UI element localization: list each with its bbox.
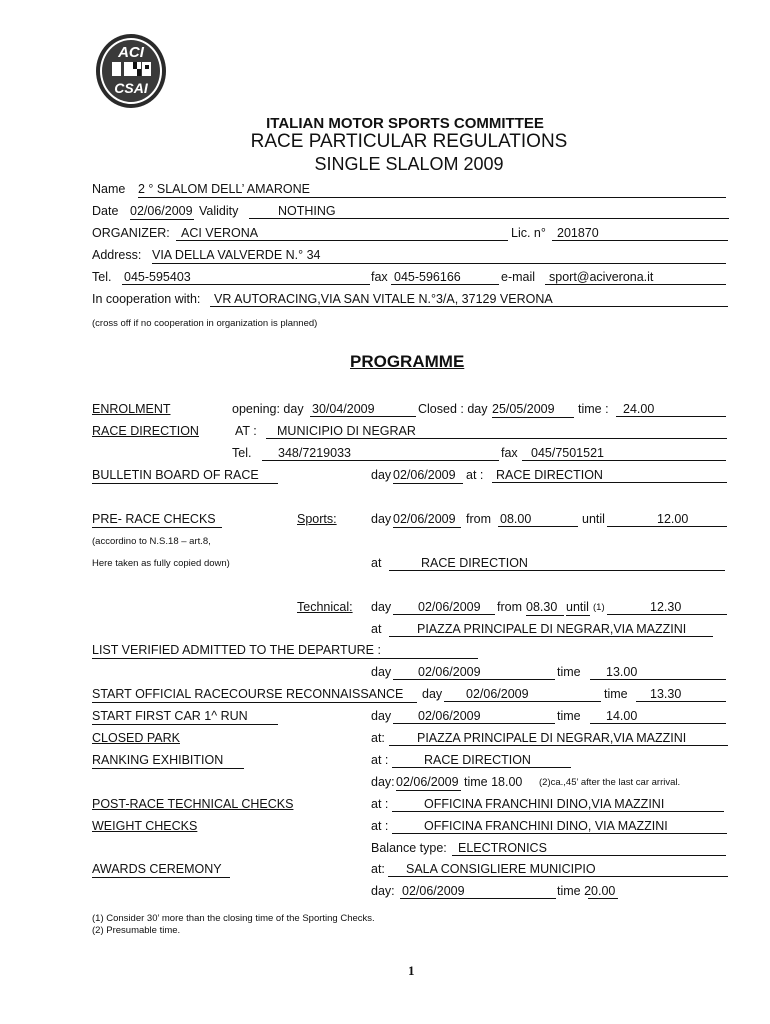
enrolment-closed-date: 25/05/2009: [492, 402, 574, 418]
copied-note: Here taken as fully copied down): [92, 558, 230, 569]
cooperation-value: VR AUTORACING,VIA SAN VITALE N.°3/A, 37129 VERONA: [210, 292, 728, 307]
tech-until-time: 12.30: [607, 600, 727, 615]
rd-tel-label: Tel.: [232, 446, 252, 460]
cooperation-note: (cross off if no cooperation in organization is planned): [92, 318, 318, 329]
recon-day: day: [422, 687, 443, 701]
according-note: (accordino to N.S.18 – art.8,: [92, 536, 211, 547]
email-value[interactable]: sport@aciverona.it: [545, 270, 726, 285]
address-label: Address:: [92, 248, 142, 262]
enrolment-closed-label: Closed : day: [418, 402, 488, 416]
list-day: day: [371, 665, 392, 679]
closed-park-at: at:: [371, 731, 385, 745]
race-direction-at: AT :: [235, 424, 257, 438]
tech-place: PIAZZA PRINCIPALE DI NEGRAR,VIA MAZZINI: [389, 622, 713, 637]
enrolment-opening-label: opening: day: [232, 402, 304, 416]
bulletin-at: at :: [466, 468, 484, 482]
tech-from-time: 08.30: [526, 600, 564, 616]
list-verified-label: LIST VERIFIED ADMITTED TO THE DEPARTURE :: [92, 643, 478, 659]
rd-fax-value: 045/7501521: [522, 446, 726, 461]
date-label: Date: [92, 204, 119, 218]
enrolment-time: 24.00: [616, 402, 726, 417]
cooperation-label: In cooperation with:: [92, 292, 201, 306]
validity-value: NOTHING: [249, 204, 729, 219]
awards-at: at:: [371, 862, 385, 876]
ranking-time: time 18.00: [464, 775, 523, 789]
ranking-note: (2)ca.,45’ after the last car arrival.: [539, 777, 681, 788]
postrace-place: OFFICINA FRANCHINI DINO,VIA MAZZINI: [392, 797, 724, 812]
closed-park-place: PIAZZA PRINCIPALE DI NEGRAR,VIA MAZZINI: [389, 731, 728, 746]
name-label: Name: [92, 182, 126, 196]
awards-time-underline: [588, 898, 618, 899]
race-direction-place: MUNICIPIO DI NEGRAR: [266, 424, 727, 439]
lic-label: Lic. n°: [511, 226, 546, 240]
bulletin-day: day: [371, 468, 392, 482]
footnote-2: (2) Presumable time.: [92, 925, 181, 936]
name-value: 2 ° SLALOM DELL’ AMARONE: [138, 182, 726, 198]
committee-heading: ITALIAN MOTOR SPORTS COMMITTEE: [266, 115, 544, 132]
awards-date: 02/06/2009: [400, 884, 556, 899]
weight-at: at :: [371, 819, 389, 833]
closed-park-label: CLOSED PARK: [92, 731, 180, 745]
sports-at: at: [371, 556, 382, 570]
rd-fax-label: fax: [501, 446, 518, 460]
tech-from: from: [497, 600, 522, 614]
recon-label: START OFFICIAL RACECOURSE RECONNAISSANCE: [92, 687, 417, 703]
weight-label: WEIGHT CHECKS: [92, 819, 198, 833]
sports-place: RACE DIRECTION: [389, 556, 725, 571]
sports-day: day: [371, 512, 392, 526]
enrolment-time-label: time :: [578, 402, 609, 416]
bulletin-label: BULLETIN BOARD OF RACE: [92, 468, 278, 484]
race-direction-label: RACE DIRECTION: [92, 424, 199, 438]
recon-date: 02/06/2009: [444, 687, 601, 702]
logo-top-text: ACI: [118, 44, 144, 61]
ranking-date: 02/06/2009: [396, 775, 461, 791]
document-subtitle: SINGLE SLALOM 2009: [314, 154, 504, 174]
sports-date: 02/06/2009: [393, 512, 461, 528]
postrace-label: POST-RACE TECHNICAL CHECKS: [92, 797, 294, 811]
sports-label: Sports:: [297, 512, 337, 526]
lic-value: 201870: [552, 226, 728, 241]
rd-tel-value: 348/7219033: [262, 446, 499, 461]
document-title: RACE PARTICULAR REGULATIONS: [250, 131, 568, 152]
tech-until: until: [566, 600, 589, 614]
ranking-at: at :: [371, 753, 389, 767]
organizer-value: ACI VERONA: [176, 226, 508, 241]
tech-at: at: [371, 622, 382, 636]
recon-time: 13.30: [636, 687, 726, 702]
validity-label: Validity: [199, 204, 239, 218]
balance-label: Balance type:: [371, 841, 447, 855]
ranking-day: day:: [371, 775, 395, 789]
ranking-place: RACE DIRECTION: [392, 753, 571, 768]
weight-place: OFFICINA FRANCHINI DINO, VIA MAZZINI: [392, 819, 727, 834]
aci-csai-logo: [95, 33, 167, 109]
fax-label: fax: [371, 270, 388, 284]
tel-value: 045-595403: [122, 270, 370, 285]
awards-time: time 20.00: [557, 884, 616, 898]
bulletin-date: 02/06/2009: [393, 468, 463, 484]
organizer-label: ORGANIZER:: [92, 226, 170, 240]
first-car-time: 14.00: [590, 709, 726, 724]
list-time: 13.00: [590, 665, 726, 680]
awards-place: SALA CONSIGLIERE MUNICIPIO: [388, 862, 728, 877]
technical-label: Technical:: [297, 600, 353, 614]
email-label: e-mail: [501, 270, 536, 284]
balance-value: ELECTRONICS: [452, 841, 726, 856]
tech-until-note: (1): [593, 602, 605, 613]
tech-day: day: [371, 600, 392, 614]
date-value: 02/06/2009: [130, 204, 193, 218]
prerace-label: PRE- RACE CHECKS: [92, 512, 222, 528]
fax-value: 045-596166: [391, 270, 499, 285]
first-car-label: START FIRST CAR 1^ RUN: [92, 709, 278, 725]
first-car-time-label: time: [557, 709, 581, 723]
first-car-day: day: [371, 709, 392, 723]
recon-time-label: time: [604, 687, 628, 701]
list-date: 02/06/2009: [393, 665, 555, 680]
address-value: VIA DELLA VALVERDE N.° 34: [152, 248, 726, 264]
programme-heading: PROGRAMME: [350, 352, 465, 371]
ranking-label: RANKING EXHIBITION: [92, 753, 244, 769]
sports-from-time: 08.00: [498, 512, 578, 527]
sports-until-time: 12.00: [607, 512, 727, 527]
enrolment-label: ENROLMENT: [92, 402, 171, 416]
tech-date: 02/06/2009: [393, 600, 495, 615]
enrolment-opening-date: 30/04/2009: [310, 402, 416, 417]
tel-label: Tel.: [92, 270, 112, 284]
sports-until: until: [582, 512, 605, 526]
list-time-label: time: [557, 665, 581, 679]
first-car-date: 02/06/2009: [393, 709, 555, 724]
bulletin-place: RACE DIRECTION: [492, 468, 727, 483]
page-number: 1: [408, 963, 415, 978]
footnote-1: (1) Consider 30’ more than the closing time of the Sporting Checks.: [92, 913, 375, 924]
awards-label: AWARDS CEREMONY: [92, 862, 230, 878]
postrace-at: at :: [371, 797, 389, 811]
awards-day: day:: [371, 884, 395, 898]
logo-bottom-text: CSAI: [114, 80, 148, 96]
sports-from: from: [466, 512, 491, 526]
